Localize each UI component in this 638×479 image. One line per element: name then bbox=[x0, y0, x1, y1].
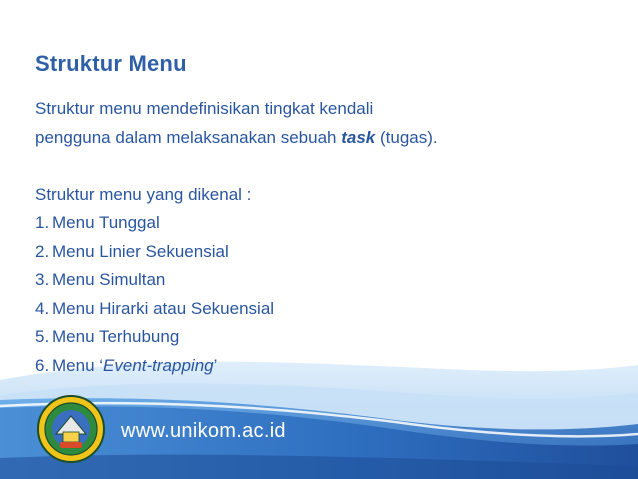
list-item-text: Menu Hirarki atau Sekuensial bbox=[52, 298, 275, 318]
slide-title: Struktur Menu bbox=[35, 51, 187, 76]
list-item-text: Menu Simultan bbox=[52, 270, 166, 289]
menu-structure-list bbox=[35, 209, 595, 380]
list-item bbox=[35, 238, 595, 267]
list-item-text-start: Menu ‘ bbox=[52, 355, 104, 375]
footer-url: www.unikom.ac.id bbox=[121, 420, 286, 442]
list-number: 5. bbox=[35, 327, 50, 346]
list-number: 4. bbox=[35, 298, 50, 318]
list-item bbox=[35, 323, 595, 352]
blank-line bbox=[35, 152, 595, 181]
list-item bbox=[35, 352, 595, 381]
list-item-emphasis: Event-trapping bbox=[103, 355, 214, 375]
list-item-text-end: ’ bbox=[213, 355, 218, 375]
list-heading: Struktur menu yang dikenal : bbox=[35, 184, 252, 204]
intro-line-2 bbox=[35, 124, 595, 153]
list-number: 3. bbox=[35, 270, 50, 289]
list-item-text: Menu Tunggal bbox=[52, 213, 160, 232]
list-item-text bbox=[52, 352, 217, 381]
list-item-text: Menu Linier Sekuensial bbox=[52, 241, 229, 261]
list-number: 2. bbox=[35, 241, 50, 261]
unikom-logo bbox=[36, 394, 106, 464]
slide-body bbox=[35, 95, 595, 380]
list-item bbox=[35, 295, 595, 324]
list-number: 1. bbox=[35, 213, 50, 232]
intro-emphasis-task: task bbox=[341, 127, 376, 147]
list-item bbox=[35, 266, 595, 295]
intro-line-1: Struktur menu mendefinisikan tingkat kendali bbox=[35, 99, 374, 118]
list-item-text: Menu Terhubung bbox=[52, 327, 180, 346]
list-number: 6. bbox=[35, 355, 50, 375]
intro-line-2-end: (tugas). bbox=[375, 127, 438, 147]
list-item bbox=[35, 209, 595, 238]
intro-line-2-start: pengguna dalam melaksanakan sebuah bbox=[35, 127, 342, 147]
